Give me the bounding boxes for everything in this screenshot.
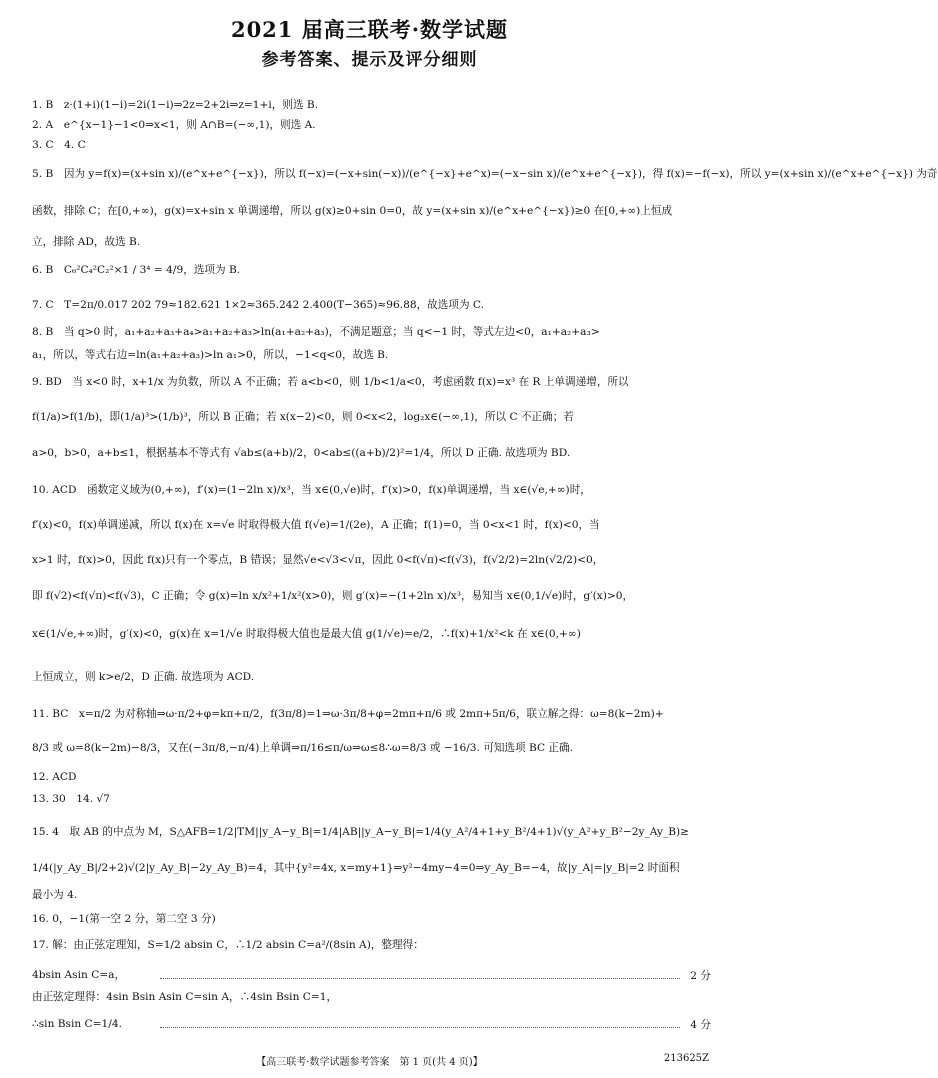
answer-line: 15. 4 取 AB 的中点为 M，S△AFB=1/2|TM||y_A−y_B|=1/4|AB||y_A−y_B|=1/4(y_A²/4+1+y_B²/4+1)√(y_A²+y_B²−2y_Ay_B)≥ [32,826,690,838]
document-code: 213625Z [663,1053,709,1064]
answer-line: 8. B 当 q>0 时，a₁+a₂+a₃+a₄>a₁+a₂+a₃>ln(a₁+a₂+a₃)，不满足题意；当 q<−1 时，等式左边<0，a₁+a₂+a₃> [32,326,600,338]
answer-line: 上恒成立，则 k>e/2，D 正确. 故选项为 ACD. [32,671,255,683]
document-subtitle: 参考答案、提示及评分细则 [261,50,478,70]
answer-line: ∴sin Bsin C=1/4. [32,1018,122,1030]
answer-line: 5. B 因为 y=f(x)=(x+sin x)/(e^x+e^{−x})，所以 f(−x)=(−x+sin(−x))/(e^{−x}+e^x)=(−x−sin x)/(e^x+e^{−x})，得 f(x)=−f(−x)，所以 y=(x+sin x)/(e^x+e^{−x}) 为奇 [32,168,938,180]
answer-line: 1. B z·(1+i)(1−i)=2i(1−i)⇒2z=2+2i⇒z=1+i，则选 B. [32,99,319,111]
answer-line: x∈(1/√e,+∞)时，g′(x)<0，g(x)在 x=1/√e 时取得极大值也是最大值 g(1/√e)=e/2，∴f(x)+1/x²<k 在 x∈(0,+∞) [32,628,581,640]
answer-line: 由正弦定理得：4sin Bsin Asin C=sin A，∴4sin Bsin C=1， [32,991,338,1003]
answer-line: 1/4(|y_Ay_B|/2+2)√(2|y_Ay_B|−2y_Ay_B)=4，其中{y²=4x, x=my+1}⇒y²−4my−4=0⇒y_Ay_B=−4，故|y_A|=|y_B|=2 时面积 [32,862,680,874]
answer-line: 10. ACD 函数定义域为(0,+∞)，f′(x)=(1−2ln x)/x³，当 x∈(0,√e)时，f′(x)>0，f(x)单调递增，当 x∈(√e,+∞)时， [32,484,591,496]
score-leader-dots [160,978,680,979]
answer-line: 6. B C₆²C₄²C₂²×1 / 3⁴ = 4/9，选项为 B. [32,264,241,276]
answer-line: f(1/a)>f(1/b)，即(1/a)³>(1/b)³，所以 B 正确；若 x(x−2)<0，则 0<x<2，log₂x∈(−∞,1)，所以 C 不正确；若 [32,411,574,423]
answer-line: 7. C T=2π/0.017 202 79≈182.621 1×2≈365.242 2.400(T−365)≈96.88，故选项为 C. [32,299,485,311]
answer-line: 9. BD 当 x<0 时，x+1/x 为负数，所以 A 不正确；若 a<b<0，则 1/b<1/a<0，考虑函数 f(x)=x³ 在 R 上单调递增，所以 [32,376,629,388]
answer-line: 函数，排除 C；在[0,+∞)，g(x)=x+sin x 单调递增，所以 g(x)≥0+sin 0=0，故 y=(x+sin x)/(e^x+e^{−x})≥0 在[0,+∞)上恒成 [32,205,673,217]
answer-line: 8/3 或 ω=8(k−2m)−8/3，又在(−3π/8,−π/4)上单调⇒π/16≤π/ω⇒ω≤8∴ω=8/3 或 −16/3. 可知选项 BC 正确. [32,742,573,754]
answer-line: x>1 时，f(x)>0，因此 f(x)只有一个零点，B 错误；显然√e<√3<√π，因此 0<f(√π)<f(√3)，f(√2/2)=2ln(√2/2)<0， [32,554,604,566]
score-label: 2 分 [690,970,711,982]
answer-line: 最小为 4. [32,889,78,901]
answer-line: 2. A e^{x−1}−1<0⇒x<1，则 A∩B=(−∞,1)，则选 A. [32,119,316,131]
answer-line: 即 f(√2)<f(√π)<f(√3)，C 正确；令 g(x)=ln x/x²+1/x²(x>0)，则 g′(x)=−(1+2ln x)/x³，易知当 x∈(0,1/√e)时，g′(x)>0， [32,590,634,602]
answer-line: a₁，所以，等式右边=ln(a₁+a₂+a₃)>ln a₁>0，所以，−1<q<0，故选 B. [32,349,389,361]
page-footer: 【高三联考·数学试题参考答案 第 1 页(共 4 页)】 [256,1057,483,1068]
answer-line: 11. BC x=π/2 为对称轴⇒ω·π/2+φ=kπ+π/2，f(3π/8)=1⇒ω·3π/8+φ=2mπ+π/6 或 2mπ+5π/6，联立解之得：ω=8(k−2m)+ [32,708,664,720]
score-leader-dots [160,1027,680,1028]
score-label: 4 分 [690,1019,711,1031]
answer-line: 3. C 4. C [32,139,86,151]
answer-line: 13. 30 14. √7 [32,793,110,805]
answer-line: 12. ACD [32,771,77,783]
answer-line: 17. 解：由正弦定理知，S=1/2 absin C，∴1/2 absin C=a²/(8sin A)，整理得： [32,939,424,951]
answer-line: a>0，b>0，a+b≤1，根据基本不等式有 √ab≤(a+b)/2，0<ab≤((a+b)/2)²=1/4，所以 D 正确. 故选项为 BD. [32,447,571,459]
answer-line: 16. 0，−1(第一空 2 分，第二空 3 分) [32,913,216,925]
answer-line: f′(x)<0，f(x)单调递减，所以 f(x)在 x=√e 时取得极大值 f(√e)=1/(2e)，A 正确；f(1)=0，当 0<x<1 时，f(x)<0，当 [32,519,600,531]
document-title: 2021 届高三联考·数学试题 [230,17,509,42]
answer-line: 4bsin Asin C=a， [32,969,126,981]
answer-line: 立，排除 AD，故选 B. [32,236,141,248]
